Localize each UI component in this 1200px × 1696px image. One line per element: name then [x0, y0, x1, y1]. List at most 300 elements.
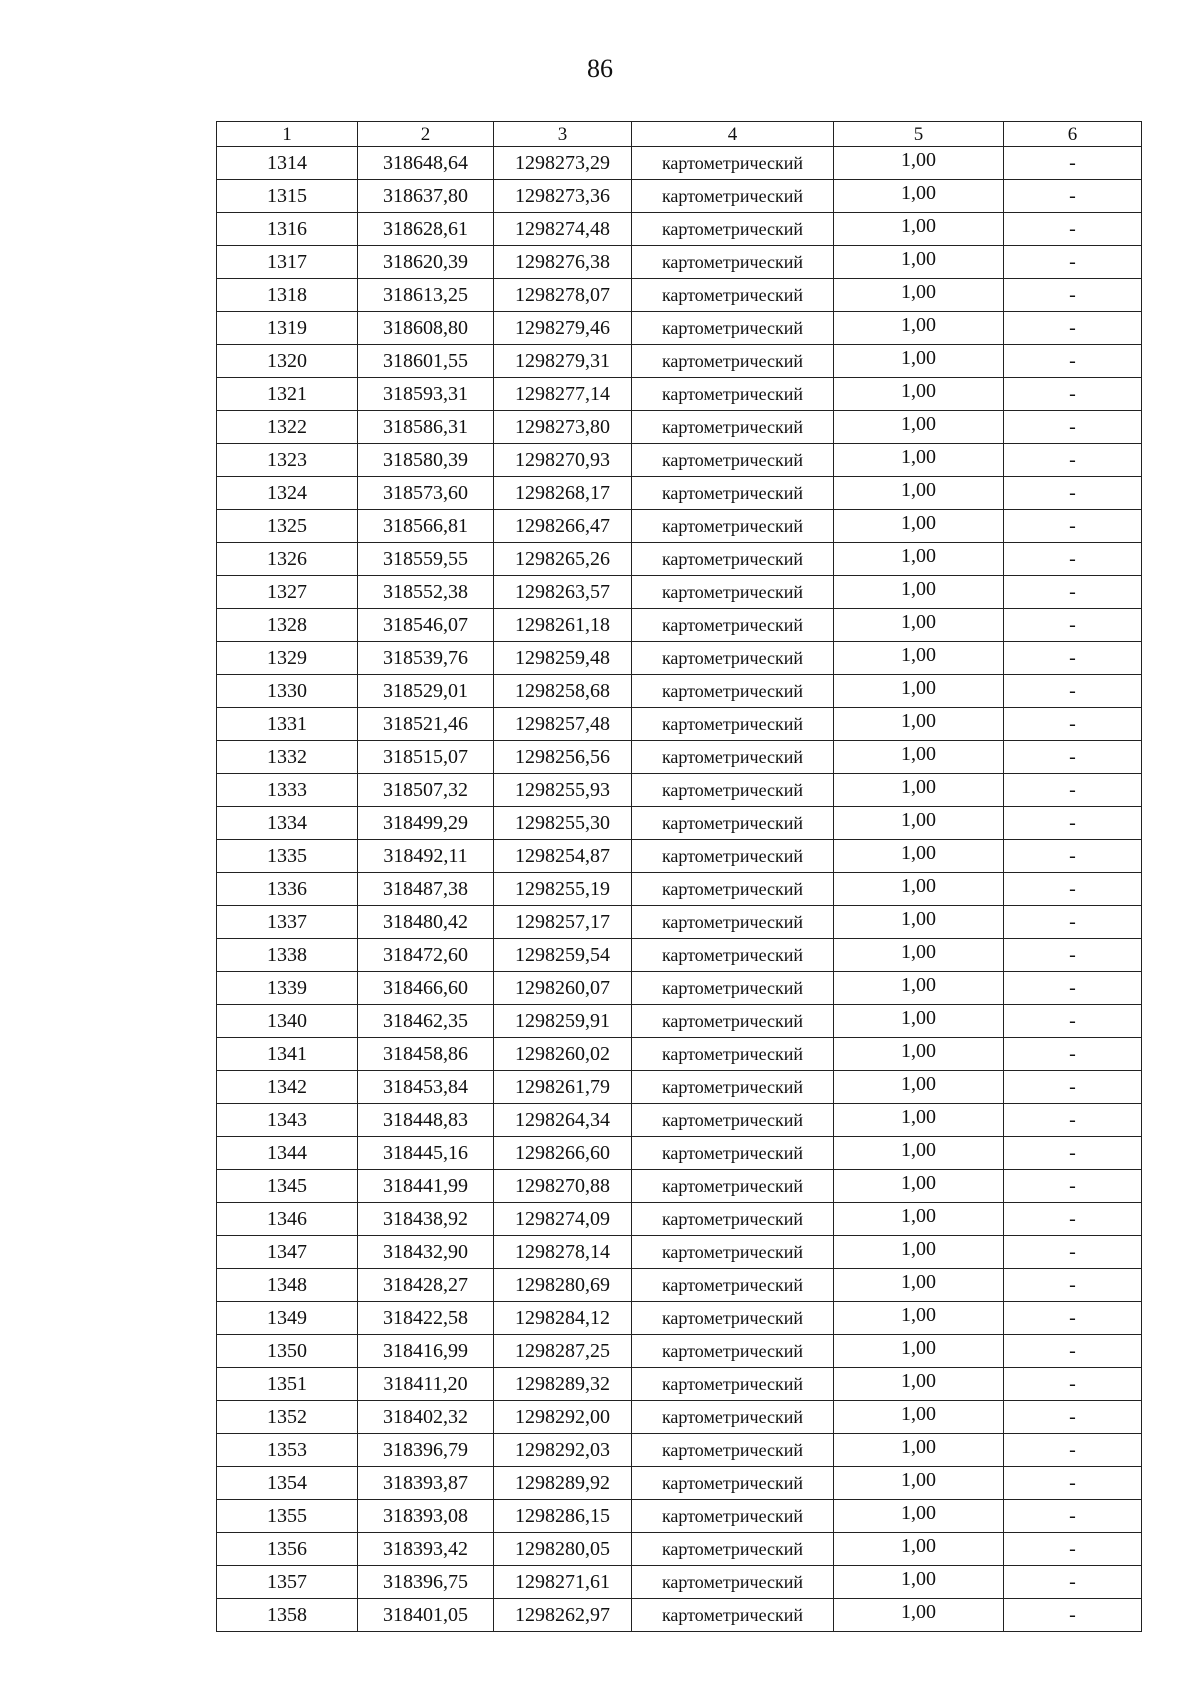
cell-accuracy: 1,00	[834, 147, 1004, 180]
cell-coord-x: 318601,55	[358, 345, 494, 378]
cell-point-number: 1317	[217, 246, 358, 279]
cell-method: картометрический	[632, 1599, 834, 1632]
header-cell-4: 4	[632, 122, 834, 147]
cell-coord-y: 1298254,87	[494, 840, 632, 873]
table-row	[217, 1170, 1142, 1203]
cell-point-number: 1329	[217, 642, 358, 675]
cell-accuracy: 1,00	[834, 1071, 1004, 1104]
cell-method: картометрический	[632, 642, 834, 675]
cell-method: картометрический	[632, 1038, 834, 1071]
cell-point-number: 1330	[217, 675, 358, 708]
cell-method: картометрический	[632, 1137, 834, 1170]
cell-point-number: 1351	[217, 1368, 358, 1401]
cell-coord-x: 318422,58	[358, 1302, 494, 1335]
table-row	[217, 279, 1142, 312]
cell-point-number: 1314	[217, 147, 358, 180]
cell-coord-y: 1298265,26	[494, 543, 632, 576]
cell-point-number: 1324	[217, 477, 358, 510]
cell-coord-x: 318628,61	[358, 213, 494, 246]
table-row	[217, 477, 1142, 510]
cell-coord-x: 318580,39	[358, 444, 494, 477]
cell-coord-y: 1298273,80	[494, 411, 632, 444]
cell-method: картометрический	[632, 1104, 834, 1137]
cell-accuracy: 1,00	[834, 1434, 1004, 1467]
cell-note: -	[1004, 708, 1142, 741]
cell-coord-x: 318401,05	[358, 1599, 494, 1632]
cell-accuracy: 1,00	[834, 1203, 1004, 1236]
cell-coord-x: 318480,42	[358, 906, 494, 939]
cell-point-number: 1328	[217, 609, 358, 642]
table-row	[217, 510, 1142, 543]
cell-coord-y: 1298292,00	[494, 1401, 632, 1434]
table-row	[217, 1104, 1142, 1137]
cell-coord-y: 1298260,02	[494, 1038, 632, 1071]
cell-accuracy: 1,00	[834, 1269, 1004, 1302]
cell-accuracy: 1,00	[834, 840, 1004, 873]
table-row	[217, 1005, 1142, 1038]
cell-note: -	[1004, 1467, 1142, 1500]
cell-method: картометрический	[632, 312, 834, 345]
cell-point-number: 1355	[217, 1500, 358, 1533]
cell-note: -	[1004, 1269, 1142, 1302]
cell-note: -	[1004, 147, 1142, 180]
cell-coord-x: 318586,31	[358, 411, 494, 444]
cell-coord-x: 318529,01	[358, 675, 494, 708]
cell-accuracy: 1,00	[834, 741, 1004, 774]
cell-coord-y: 1298271,61	[494, 1566, 632, 1599]
cell-coord-y: 1298280,69	[494, 1269, 632, 1302]
cell-accuracy: 1,00	[834, 1236, 1004, 1269]
cell-point-number: 1352	[217, 1401, 358, 1434]
table-row	[217, 1401, 1142, 1434]
cell-coord-x: 318472,60	[358, 939, 494, 972]
cell-method: картометрический	[632, 1170, 834, 1203]
cell-method: картометрический	[632, 1005, 834, 1038]
cell-accuracy: 1,00	[834, 1038, 1004, 1071]
cell-coord-x: 318441,99	[358, 1170, 494, 1203]
cell-point-number: 1342	[217, 1071, 358, 1104]
cell-accuracy: 1,00	[834, 411, 1004, 444]
cell-method: картометрический	[632, 1071, 834, 1104]
cell-coord-y: 1298286,15	[494, 1500, 632, 1533]
table-row	[217, 1434, 1142, 1467]
cell-note: -	[1004, 1566, 1142, 1599]
header-cell-3: 3	[494, 122, 632, 147]
cell-note: -	[1004, 939, 1142, 972]
cell-method: картометрический	[632, 246, 834, 279]
cell-coord-y: 1298266,47	[494, 510, 632, 543]
cell-coord-x: 318445,16	[358, 1137, 494, 1170]
cell-accuracy: 1,00	[834, 1335, 1004, 1368]
cell-point-number: 1331	[217, 708, 358, 741]
cell-note: -	[1004, 1005, 1142, 1038]
table-row	[217, 147, 1142, 180]
cell-method: картометрический	[632, 840, 834, 873]
cell-point-number: 1356	[217, 1533, 358, 1566]
cell-accuracy: 1,00	[834, 1005, 1004, 1038]
table-row	[217, 708, 1142, 741]
cell-note: -	[1004, 246, 1142, 279]
cell-coord-x: 318521,46	[358, 708, 494, 741]
cell-coord-y: 1298259,48	[494, 642, 632, 675]
cell-point-number: 1327	[217, 576, 358, 609]
cell-note: -	[1004, 312, 1142, 345]
cell-note: -	[1004, 378, 1142, 411]
table-row	[217, 807, 1142, 840]
cell-accuracy: 1,00	[834, 1599, 1004, 1632]
cell-accuracy: 1,00	[834, 1170, 1004, 1203]
cell-method: картометрический	[632, 1203, 834, 1236]
cell-point-number: 1345	[217, 1170, 358, 1203]
cell-method: картометрический	[632, 1500, 834, 1533]
header-cell-1: 1	[217, 122, 358, 147]
cell-method: картометрический	[632, 180, 834, 213]
table-row	[217, 1137, 1142, 1170]
cell-method: картометрический	[632, 1302, 834, 1335]
cell-coord-y: 1298263,57	[494, 576, 632, 609]
cell-note: -	[1004, 1071, 1142, 1104]
cell-coord-y: 1298279,46	[494, 312, 632, 345]
cell-accuracy: 1,00	[834, 609, 1004, 642]
cell-point-number: 1349	[217, 1302, 358, 1335]
table-row	[217, 378, 1142, 411]
cell-coord-x: 318416,99	[358, 1335, 494, 1368]
table-row	[217, 741, 1142, 774]
cell-coord-y: 1298276,38	[494, 246, 632, 279]
cell-coord-x: 318396,75	[358, 1566, 494, 1599]
cell-method: картометрический	[632, 675, 834, 708]
cell-method: картометрический	[632, 1368, 834, 1401]
cell-accuracy: 1,00	[834, 807, 1004, 840]
cell-accuracy: 1,00	[834, 213, 1004, 246]
cell-note: -	[1004, 1533, 1142, 1566]
cell-coord-y: 1298274,09	[494, 1203, 632, 1236]
cell-method: картометрический	[632, 1566, 834, 1599]
cell-note: -	[1004, 1137, 1142, 1170]
cell-note: -	[1004, 840, 1142, 873]
cell-note: -	[1004, 543, 1142, 576]
cell-note: -	[1004, 741, 1142, 774]
cell-method: картометрический	[632, 1434, 834, 1467]
cell-coord-y: 1298278,07	[494, 279, 632, 312]
cell-coord-y: 1298264,34	[494, 1104, 632, 1137]
cell-method: картометрический	[632, 444, 834, 477]
cell-coord-x: 318432,90	[358, 1236, 494, 1269]
cell-note: -	[1004, 279, 1142, 312]
cell-point-number: 1319	[217, 312, 358, 345]
cell-coord-x: 318507,32	[358, 774, 494, 807]
cell-note: -	[1004, 477, 1142, 510]
table-row	[217, 1203, 1142, 1236]
cell-coord-x: 318448,83	[358, 1104, 494, 1137]
cell-point-number: 1334	[217, 807, 358, 840]
cell-coord-y: 1298259,54	[494, 939, 632, 972]
table-row	[217, 1467, 1142, 1500]
cell-point-number: 1338	[217, 939, 358, 972]
table-row	[217, 1500, 1142, 1533]
cell-coord-y: 1298256,56	[494, 741, 632, 774]
cell-accuracy: 1,00	[834, 1401, 1004, 1434]
cell-coord-x: 318487,38	[358, 873, 494, 906]
table-row	[217, 576, 1142, 609]
cell-point-number: 1318	[217, 279, 358, 312]
table-row	[217, 1071, 1142, 1104]
cell-point-number: 1336	[217, 873, 358, 906]
cell-point-number: 1346	[217, 1203, 358, 1236]
cell-coord-x: 318539,76	[358, 642, 494, 675]
cell-note: -	[1004, 510, 1142, 543]
cell-note: -	[1004, 411, 1142, 444]
cell-accuracy: 1,00	[834, 906, 1004, 939]
cell-point-number: 1343	[217, 1104, 358, 1137]
cell-note: -	[1004, 444, 1142, 477]
table-row	[217, 1038, 1142, 1071]
cell-coord-x: 318546,07	[358, 609, 494, 642]
table-row	[217, 246, 1142, 279]
cell-coord-y: 1298277,14	[494, 378, 632, 411]
cell-accuracy: 1,00	[834, 1467, 1004, 1500]
cell-note: -	[1004, 576, 1142, 609]
cell-method: картометрический	[632, 1236, 834, 1269]
cell-accuracy: 1,00	[834, 246, 1004, 279]
cell-point-number: 1357	[217, 1566, 358, 1599]
cell-accuracy: 1,00	[834, 279, 1004, 312]
cell-method: картометрический	[632, 345, 834, 378]
cell-note: -	[1004, 1038, 1142, 1071]
table-row	[217, 906, 1142, 939]
cell-point-number: 1333	[217, 774, 358, 807]
cell-accuracy: 1,00	[834, 312, 1004, 345]
cell-accuracy: 1,00	[834, 477, 1004, 510]
table-row	[217, 609, 1142, 642]
cell-point-number: 1350	[217, 1335, 358, 1368]
cell-accuracy: 1,00	[834, 576, 1004, 609]
cell-method: картометрический	[632, 741, 834, 774]
cell-point-number: 1323	[217, 444, 358, 477]
cell-note: -	[1004, 1104, 1142, 1137]
cell-point-number: 1339	[217, 972, 358, 1005]
cell-coord-x: 318402,32	[358, 1401, 494, 1434]
table-row	[217, 1335, 1142, 1368]
cell-coord-y: 1298268,17	[494, 477, 632, 510]
cell-method: картометрический	[632, 378, 834, 411]
cell-accuracy: 1,00	[834, 345, 1004, 378]
cell-method: картометрический	[632, 279, 834, 312]
table-row	[217, 444, 1142, 477]
table-row	[217, 1599, 1142, 1632]
cell-accuracy: 1,00	[834, 675, 1004, 708]
cell-accuracy: 1,00	[834, 1302, 1004, 1335]
cell-point-number: 1322	[217, 411, 358, 444]
cell-coord-x: 318393,87	[358, 1467, 494, 1500]
cell-point-number: 1354	[217, 1467, 358, 1500]
cell-accuracy: 1,00	[834, 543, 1004, 576]
cell-method: картометрический	[632, 576, 834, 609]
cell-method: картометрический	[632, 708, 834, 741]
cell-coord-y: 1298273,36	[494, 180, 632, 213]
cell-note: -	[1004, 1236, 1142, 1269]
cell-note: -	[1004, 1170, 1142, 1203]
cell-coord-x: 318620,39	[358, 246, 494, 279]
cell-note: -	[1004, 906, 1142, 939]
cell-method: картометрический	[632, 1533, 834, 1566]
cell-coord-y: 1298287,25	[494, 1335, 632, 1368]
cell-coord-x: 318566,81	[358, 510, 494, 543]
table-row	[217, 411, 1142, 444]
cell-coord-y: 1298266,60	[494, 1137, 632, 1170]
cell-note: -	[1004, 774, 1142, 807]
cell-coord-y: 1298262,97	[494, 1599, 632, 1632]
table-row	[217, 543, 1142, 576]
cell-coord-x: 318396,79	[358, 1434, 494, 1467]
cell-note: -	[1004, 345, 1142, 378]
cell-coord-x: 318393,08	[358, 1500, 494, 1533]
cell-coord-x: 318608,80	[358, 312, 494, 345]
cell-method: картометрический	[632, 873, 834, 906]
header-cell-5: 5	[834, 122, 1004, 147]
table-body	[217, 147, 1142, 1632]
cell-note: -	[1004, 1599, 1142, 1632]
cell-point-number: 1348	[217, 1269, 358, 1302]
cell-point-number: 1315	[217, 180, 358, 213]
cell-coord-y: 1298270,93	[494, 444, 632, 477]
table-row	[217, 675, 1142, 708]
table-row	[217, 642, 1142, 675]
cell-accuracy: 1,00	[834, 1137, 1004, 1170]
cell-accuracy: 1,00	[834, 1104, 1004, 1137]
table-row	[217, 345, 1142, 378]
cell-coord-x: 318458,86	[358, 1038, 494, 1071]
cell-point-number: 1326	[217, 543, 358, 576]
cell-method: картометрический	[632, 1467, 834, 1500]
cell-coord-x: 318393,42	[358, 1533, 494, 1566]
cell-accuracy: 1,00	[834, 1533, 1004, 1566]
cell-accuracy: 1,00	[834, 708, 1004, 741]
cell-method: картометрический	[632, 807, 834, 840]
cell-point-number: 1332	[217, 741, 358, 774]
cell-note: -	[1004, 972, 1142, 1005]
cell-note: -	[1004, 1302, 1142, 1335]
cell-method: картометрический	[632, 939, 834, 972]
cell-coord-x: 318559,55	[358, 543, 494, 576]
cell-coord-y: 1298270,88	[494, 1170, 632, 1203]
cell-coord-y: 1298279,31	[494, 345, 632, 378]
table-row	[217, 1236, 1142, 1269]
cell-coord-y: 1298255,93	[494, 774, 632, 807]
cell-accuracy: 1,00	[834, 774, 1004, 807]
table-row	[217, 1302, 1142, 1335]
cell-point-number: 1325	[217, 510, 358, 543]
cell-coord-y: 1298289,92	[494, 1467, 632, 1500]
cell-coord-y: 1298280,05	[494, 1533, 632, 1566]
cell-coord-x: 318648,64	[358, 147, 494, 180]
cell-accuracy: 1,00	[834, 1566, 1004, 1599]
cell-method: картометрический	[632, 510, 834, 543]
cell-point-number: 1347	[217, 1236, 358, 1269]
table-row	[217, 1368, 1142, 1401]
cell-method: картометрический	[632, 1269, 834, 1302]
cell-point-number: 1340	[217, 1005, 358, 1038]
cell-coord-x: 318438,92	[358, 1203, 494, 1236]
cell-point-number: 1358	[217, 1599, 358, 1632]
table-row	[217, 840, 1142, 873]
cell-coord-y: 1298261,79	[494, 1071, 632, 1104]
cell-note: -	[1004, 1500, 1142, 1533]
cell-note: -	[1004, 180, 1142, 213]
cell-accuracy: 1,00	[834, 1368, 1004, 1401]
cell-coord-x: 318466,60	[358, 972, 494, 1005]
cell-coord-x: 318499,29	[358, 807, 494, 840]
cell-coord-y: 1298258,68	[494, 675, 632, 708]
cell-coord-x: 318515,07	[358, 741, 494, 774]
table-header-row	[217, 122, 1142, 147]
cell-note: -	[1004, 1335, 1142, 1368]
cell-point-number: 1341	[217, 1038, 358, 1071]
cell-note: -	[1004, 609, 1142, 642]
cell-note: -	[1004, 675, 1142, 708]
cell-method: картометрический	[632, 1335, 834, 1368]
cell-accuracy: 1,00	[834, 378, 1004, 411]
cell-coord-x: 318428,27	[358, 1269, 494, 1302]
cell-point-number: 1316	[217, 213, 358, 246]
cell-coord-x: 318552,38	[358, 576, 494, 609]
cell-coord-x: 318573,60	[358, 477, 494, 510]
cell-accuracy: 1,00	[834, 510, 1004, 543]
cell-accuracy: 1,00	[834, 972, 1004, 1005]
cell-coord-y: 1298257,17	[494, 906, 632, 939]
cell-coord-x: 318411,20	[358, 1368, 494, 1401]
cell-coord-x: 318462,35	[358, 1005, 494, 1038]
cell-accuracy: 1,00	[834, 1500, 1004, 1533]
table-row	[217, 180, 1142, 213]
cell-method: картометрический	[632, 972, 834, 1005]
cell-note: -	[1004, 1401, 1142, 1434]
cell-coord-x: 318492,11	[358, 840, 494, 873]
header-cell-6: 6	[1004, 122, 1142, 147]
cell-note: -	[1004, 873, 1142, 906]
cell-method: картометрический	[632, 411, 834, 444]
table-row	[217, 939, 1142, 972]
cell-coord-y: 1298255,19	[494, 873, 632, 906]
cell-coord-y: 1298274,48	[494, 213, 632, 246]
cell-note: -	[1004, 1203, 1142, 1236]
cell-note: -	[1004, 1434, 1142, 1467]
cell-coord-y: 1298260,07	[494, 972, 632, 1005]
cell-coord-x: 318637,80	[358, 180, 494, 213]
table-row	[217, 1566, 1142, 1599]
cell-coord-y: 1298259,91	[494, 1005, 632, 1038]
cell-note: -	[1004, 1368, 1142, 1401]
cell-accuracy: 1,00	[834, 444, 1004, 477]
table-row	[217, 312, 1142, 345]
cell-point-number: 1344	[217, 1137, 358, 1170]
cell-method: картометрический	[632, 1401, 834, 1434]
cell-coord-y: 1298292,03	[494, 1434, 632, 1467]
cell-coord-x: 318593,31	[358, 378, 494, 411]
table-row	[217, 213, 1142, 246]
table-row	[217, 873, 1142, 906]
cell-point-number: 1320	[217, 345, 358, 378]
cell-point-number: 1353	[217, 1434, 358, 1467]
cell-note: -	[1004, 642, 1142, 675]
cell-coord-y: 1298289,32	[494, 1368, 632, 1401]
cell-coord-y: 1298273,29	[494, 147, 632, 180]
page-number: 86	[587, 54, 613, 83]
cell-accuracy: 1,00	[834, 642, 1004, 675]
cell-coord-y: 1298284,12	[494, 1302, 632, 1335]
cell-method: картометрический	[632, 906, 834, 939]
cell-coord-y: 1298255,30	[494, 807, 632, 840]
